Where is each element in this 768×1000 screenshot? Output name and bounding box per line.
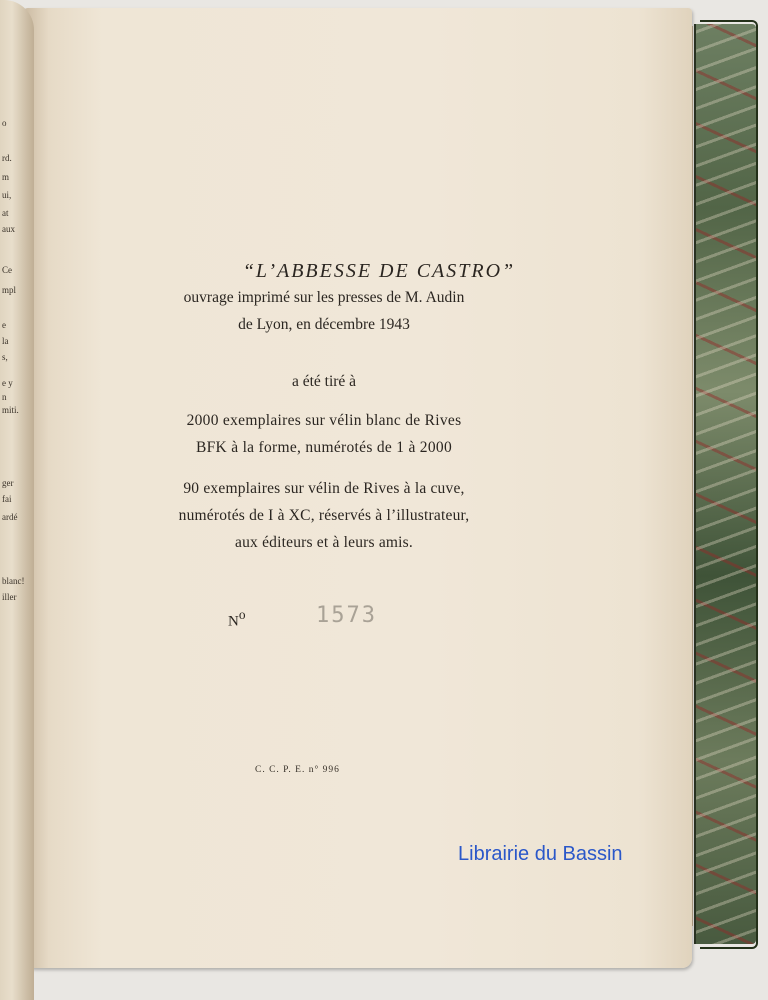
ccpe-notice: C. C. P. E. n° 996 (255, 765, 340, 775)
left-page-fragment: aux (2, 224, 15, 234)
left-page-fragment: mpl (2, 285, 17, 295)
copy-number-stamp: 1573 (316, 603, 377, 628)
left-page-fragment: la (2, 336, 9, 346)
edition-line: aux éditeurs et à leurs amis. (235, 534, 413, 551)
book-title-text: “L’ABBESSE DE CASTRO” (242, 260, 516, 282)
number-label-sup: o (238, 607, 246, 622)
left-page-fragment: blanc! (2, 576, 25, 586)
left-page-fragment: iller (2, 592, 17, 602)
left-page-fragment: e (2, 320, 6, 330)
book-title (0, 260, 768, 283)
left-page-fragment: ger (2, 478, 14, 488)
edition-paragraph-1 (0, 407, 708, 461)
colophon-paragraph (0, 284, 708, 338)
edition-line: numérotés de I à XC, réservés à l’illustrateur, (178, 507, 470, 524)
left-page-fragment: at (2, 208, 9, 218)
left-page-fragment: ardé (2, 512, 18, 522)
number-label: N (228, 613, 239, 630)
left-page-fragment: miti. (2, 405, 19, 415)
seller-watermark: Librairie du Bassin (458, 843, 623, 865)
edition-intro-text: a été tiré à (291, 373, 357, 390)
left-page-fragment: Ce (2, 265, 12, 275)
copy-number-label (228, 607, 246, 630)
left-page-fragment: s, (2, 352, 8, 362)
colophon-line: de Lyon, en décembre 1943 (238, 316, 410, 333)
left-page-fragment: o (2, 118, 7, 128)
left-page-fragment: m (2, 172, 10, 182)
edition-line: 90 exemplaires sur vélin de Rives à la cuve, (183, 480, 465, 497)
edition-paragraph-2 (0, 475, 708, 556)
left-page-fragment: n (2, 392, 7, 402)
edition-line: 2000 exemplaires sur vélin blanc de Rives (186, 412, 462, 429)
book-cover-edge (700, 20, 758, 949)
colophon-line: ouvrage imprimé sur les presses de M. Audin (183, 289, 465, 306)
left-page-fragment: ui, (2, 190, 12, 200)
left-page-fragment: fai (2, 494, 12, 504)
left-page-fragment: rd. (2, 153, 12, 163)
left-page-fragment: e y (2, 378, 13, 388)
edition-intro (0, 368, 708, 395)
edition-line: BFK à la forme, numérotés de 1 à 2000 (195, 439, 453, 456)
